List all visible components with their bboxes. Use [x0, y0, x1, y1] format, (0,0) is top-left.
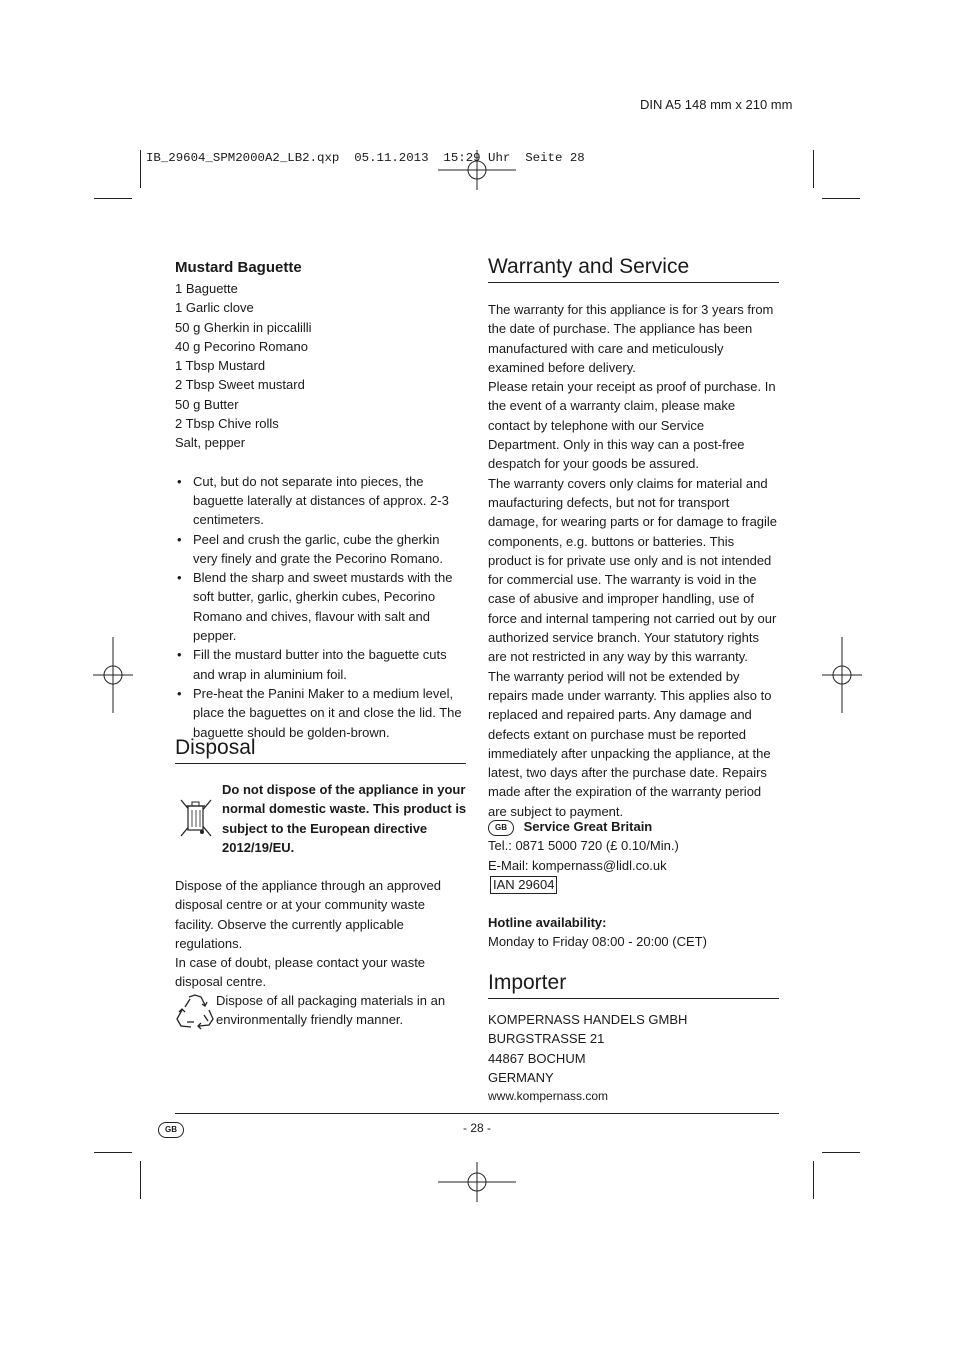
importer-line: BURGSTRASSE 21 — [488, 1031, 605, 1047]
recipe-step: • Cut, but do not separate into pieces, the baguette laterally at distances of approx. 2-3 centimeters. — [175, 472, 466, 530]
recipe-step: • Fill the mustard butter into the baguette cuts and wrap in aluminium foil. — [175, 645, 466, 684]
warranty-paragraph: The warranty period will not be extended by repairs made under warranty. This applies also to replaced and repaired parts. Any damage and defects extant on purchase must be reported immediately after unpacking the appliance, at the latest, two days after the purchase date. Repairs made after the expiration of the warranty period are subject to payment. — [488, 668, 772, 819]
importer-section — [488, 971, 779, 1106]
ingredient: 1 Baguette — [175, 281, 238, 296]
crop-mark — [813, 1161, 814, 1199]
file-slug: IB_29604_SPM2000A2_LB2.qxp 05.11.2013 15:29 Uhr Seite 28 — [146, 151, 585, 165]
warranty-paragraph: Please retain your receipt as proof of purchase. In the event of a warranty claim, please make contact by telephone with our Service Department. Only in this way can a post-free despatch for your goods be assured. — [488, 379, 776, 472]
ingredient: 1 Tbsp Mustard — [175, 358, 266, 374]
service-section — [488, 817, 779, 952]
warranty-section — [488, 255, 779, 821]
service-title: Service Great Britain — [523, 819, 653, 834]
print-format: DIN A5 148 mm x 210 mm — [640, 97, 793, 112]
recipe-title: Mustard Baguette — [175, 259, 302, 276]
crop-mark — [822, 198, 860, 199]
page-number: - 28 - — [462, 1121, 491, 1135]
warranty-paragraph: The warranty covers only claims for material and maufacturing defects, but not for transport damage, for wearing parts or for damage to fragile components, e.g. buttons or batteries. This product is for private use only and is not intended for commercial use. The warranty is void in the case of abusive and improper handling, use of force and internal tampering not carried out by our authorized service branch. Your statutory rights are not restricted in any way by this warranty. — [488, 475, 778, 665]
registration-mark-icon — [438, 150, 516, 190]
left-column — [175, 259, 466, 742]
ian-box: IAN 29604 — [490, 876, 557, 894]
disposal-heading: Disposal — [175, 736, 466, 764]
importer-line: KOMPERNASS HANDELS GMBH — [488, 1012, 688, 1027]
hotline-hours: Monday to Friday 08:00 - 20:00 (CET) — [488, 934, 707, 950]
crop-mark — [94, 198, 132, 199]
recipe-step: • Peel and crush the garlic, cube the gherkin very finely and grate the Pecorino Romano. — [175, 530, 466, 569]
ingredient: 40 g Pecorino Romano — [175, 338, 308, 354]
importer-line: GERMANY — [488, 1069, 554, 1085]
importer-website: www.kompernass.com — [488, 1089, 609, 1104]
gb-badge: GB — [488, 820, 514, 836]
recipe-step: • Blend the sharp and sweet mustards with the soft butter, garlic, gherkin cubes, Pecorino Romano and chives, flavour with salt and pepper. — [175, 568, 466, 645]
disposal-text — [175, 876, 466, 992]
service-email: E-Mail: kompernass@lidl.co.uk — [488, 857, 667, 873]
crop-mark — [813, 150, 814, 188]
crop-mark — [94, 1152, 132, 1153]
ingredient: Salt, pepper — [175, 435, 246, 451]
recipe-step: • Pre-heat the Panini Maker to a medium level, place the baguettes on it and close the lid. The baguette should be golden-brown. — [175, 684, 466, 742]
importer-heading: Importer — [488, 971, 779, 999]
disposal-paragraph: In case of doubt, please contact your waste disposal centre. — [175, 955, 426, 990]
crop-mark — [140, 150, 141, 188]
warranty-heading: Warranty and Service — [488, 255, 779, 283]
crossed-bin-icon — [178, 797, 214, 839]
importer-line: 44867 BOCHUM — [488, 1050, 586, 1066]
crop-mark — [140, 1161, 141, 1199]
disposal-warning: Do not dispose of the appliance in your normal domestic waste. This product is subject to the European directive 2012/19/EU. — [222, 782, 467, 855]
recycling-icon — [175, 993, 215, 1031]
hotline-label: Hotline availability: — [488, 915, 607, 931]
crop-mark — [822, 1152, 860, 1153]
ingredient: 1 Garlic clove — [175, 300, 254, 316]
ingredient: 50 g Butter — [175, 396, 239, 412]
footer-rule — [175, 1113, 779, 1114]
service-tel: Tel.: 0871 5000 720 (£ 0.10/Min.) — [488, 838, 679, 854]
footer-gb-badge: GB — [158, 1122, 184, 1138]
warranty-paragraph: The warranty for this appliance is for 3 years from the date of purchase. The appliance has been manufactured with care and meticulously examined before delivery. — [488, 302, 774, 375]
registration-mark-icon — [822, 637, 862, 713]
ingredient: 2 Tbsp Sweet mustard — [175, 377, 305, 393]
disposal-section — [175, 736, 466, 764]
registration-mark-icon — [93, 637, 133, 713]
ingredient: 2 Tbsp Chive rolls — [175, 416, 279, 432]
ingredient: 50 g Gherkin in piccalilli — [175, 319, 312, 335]
service-title-row — [488, 817, 779, 836]
disposal-paragraph: Dispose of the appliance through an approved disposal centre or at your community waste facility. Observe the currently applicable regulations. — [175, 878, 441, 951]
packaging-note: Dispose of all packaging materials in an environmentally friendly manner. — [216, 993, 446, 1028]
registration-mark-icon — [438, 1162, 516, 1202]
recipe-steps — [175, 472, 466, 742]
